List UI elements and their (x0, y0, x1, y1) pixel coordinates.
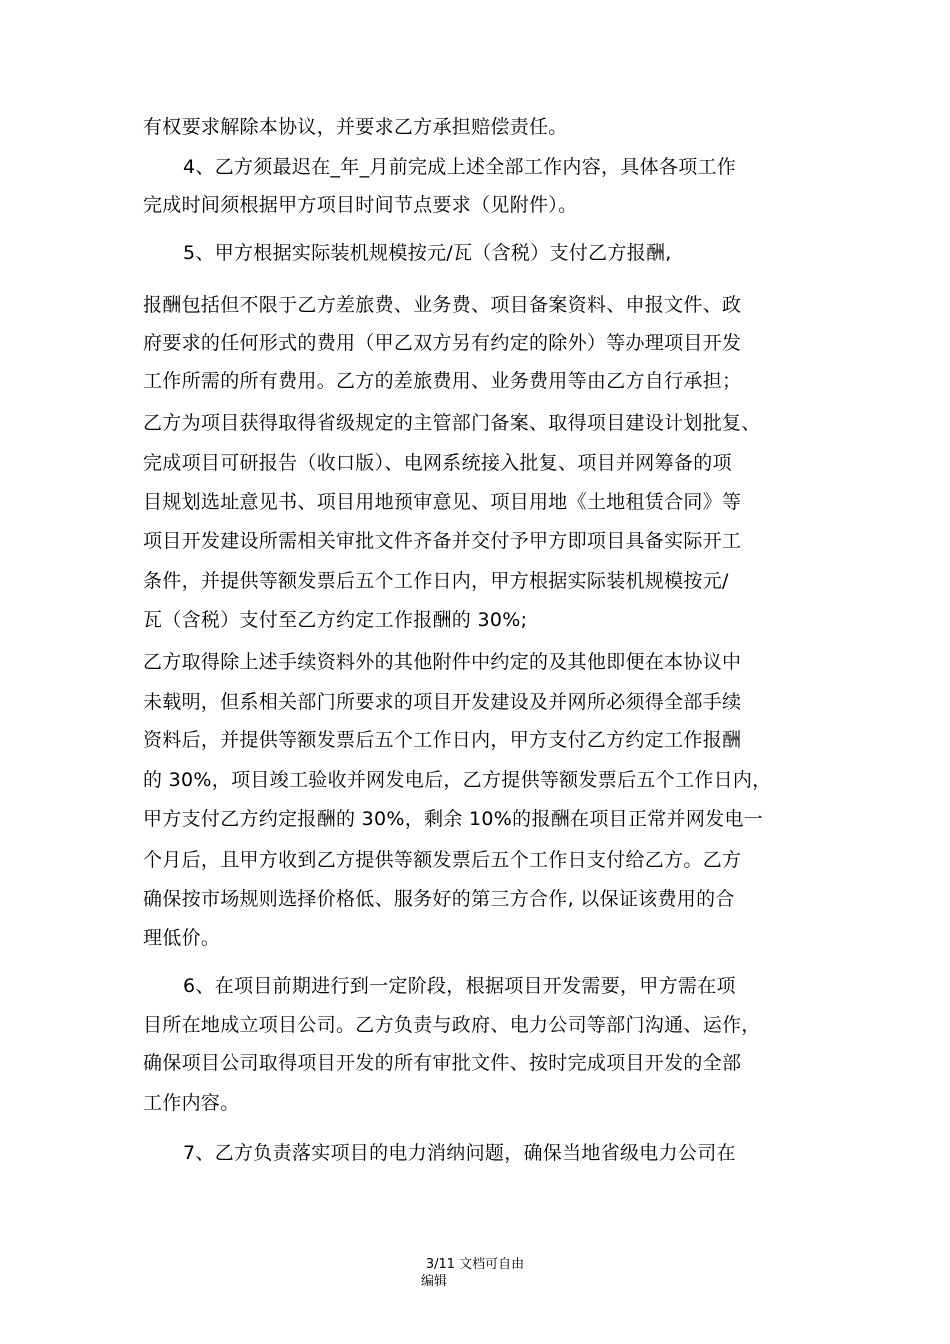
paragraph-line: 4、乙方须最迟在_年_月前完成上述全部工作内容，具体各项工作 (183, 156, 737, 178)
paragraph-line: 项目开发建设所需相关审批文件齐备并交付予甲方即项目具备实际开工 (143, 530, 742, 552)
paragraph-line: 甲方支付乙方约定报酬的 30%，剩余 10%的报酬在项目正常并网发电一 (143, 808, 764, 830)
paragraph-line: 5、甲方根据实际装机规模按元/瓦（含税）支付乙方报酬, (183, 242, 672, 264)
paragraph-line: 6、在项目前期进行到一定阶段，根据项目开发需要，甲方需在项 (183, 975, 736, 997)
paragraph-line: 理低价。 (143, 927, 221, 949)
paragraph-line: 个月后，且甲方收到乙方提供等额发票后五个工作日支付给乙方。乙方 (143, 849, 742, 871)
paragraph-line: 完成时间须根据甲方项目时间节点要求（见附件）。 (143, 194, 578, 216)
paragraph-line: 资料后，并提供等额发票后五个工作日内，甲方支付乙方约定工作报酬 (143, 729, 742, 751)
paragraph-line: 确保按市场规则选择价格低、服务好的第三方合作, 以保证该费用的合 (143, 888, 735, 910)
paragraph-line: 目规划选址意见书、项目用地预审意见、项目用地《土地租赁合同》等 (143, 491, 742, 513)
paragraph-line: 目所在地成立项目公司。乙方负责与政府、电力公司等部门沟通、运作， (143, 1014, 761, 1036)
paragraph-line: 有权要求解除本协议，并要求乙方承担赔偿责任。 (143, 116, 568, 138)
paragraph-line: 乙方为项目获得取得省级规定的主管部门备案、取得项目建设计划批复、 (143, 412, 761, 434)
paragraph-line: 完成项目可研报告（收口版）、电网系统接入批复、项目并网筹备的项 (143, 452, 732, 474)
paragraph-line: 工作所需的所有费用。乙方的差旅费用、业务费用等由乙方自行承担； (143, 370, 742, 392)
paragraph-line: 条件，并提供等额发票后五个工作日内，甲方根据实际装机规模按元/ (143, 570, 729, 592)
paragraph-line: 瓦（含税）支付至乙方约定工作报酬的 30%; (143, 609, 528, 631)
page-footer-text: 编辑 (420, 1274, 447, 1289)
paragraph-line: 未载明，但系相关部门所要求的项目开发建设及并网所必须得全部手续 (143, 691, 742, 713)
paragraph-line: 乙方取得除上述手续资料外的其他附件中约定的及其他即便在本协议中 (143, 651, 742, 673)
paragraph-line: 报酬包括但不限于乙方差旅费、业务费、项目备案资料、申报文件、政 (143, 294, 742, 316)
paragraph-line: 的 30%，项目竣工验收并网发电后，乙方提供等额发票后五个工作日内， (143, 769, 772, 791)
paragraph-line: 确保项目公司取得项目开发的所有审批文件、按时完成项目开发的全部 (143, 1052, 742, 1074)
page-footer-number: 3/11 文档可自由 (425, 1257, 525, 1272)
paragraph-line: 府要求的任何形式的费用（甲乙双方另有约定的除外）等办理项目开发 (143, 332, 742, 354)
paragraph-line: 工作内容。 (143, 1092, 240, 1114)
paragraph-line: 7、乙方负责落实项目的电力消纳问题，确保当地省级电力公司在 (183, 1142, 736, 1164)
